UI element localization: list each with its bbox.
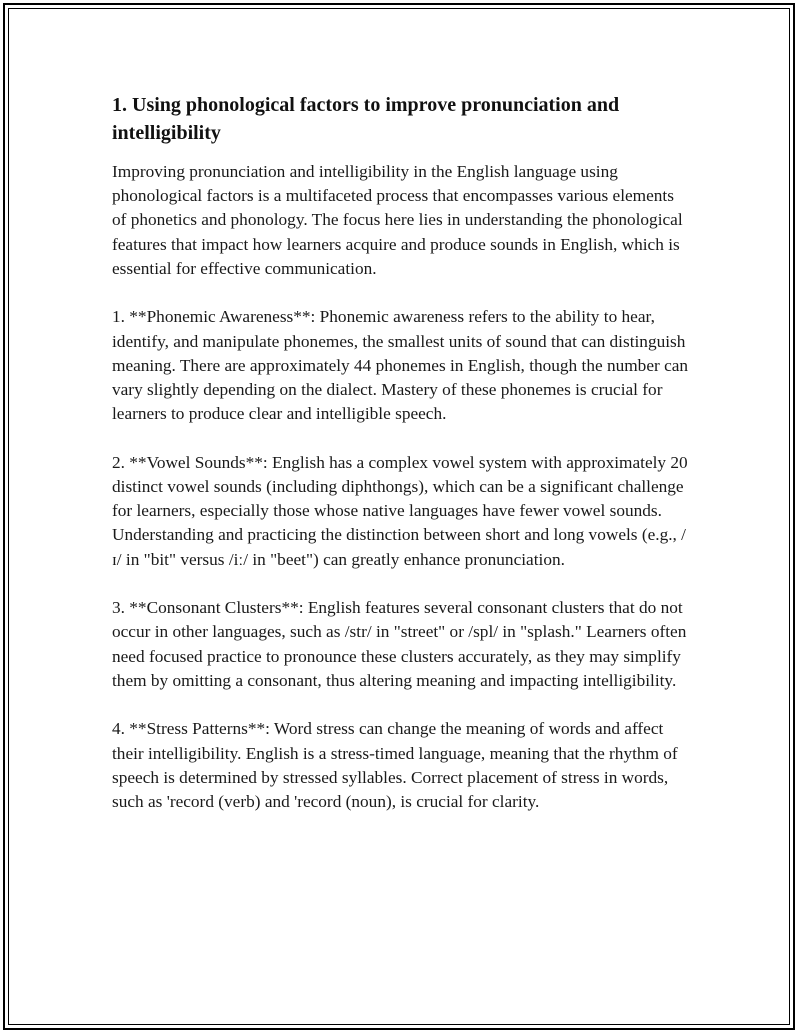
vowel-sounds-paragraph: 2. **Vowel Sounds**: English has a complex vowel system with approximately 20 distinct vowel sounds (including diphthongs), which can be a significant challenge for learners, especially those whose native languages have fewer vowel sounds. Understanding and practicing the distinction between short and long vowels (e.g., /ɪ/ in "bit" versus /iː/ in "beet") can greatly enhance pronunciation.: [112, 452, 688, 569]
consonant-clusters-paragraph: 3. **Consonant Clusters**: English features several consonant clusters that do not occur in other languages, such as /str/ in "street" or /spl/ in "splash." Learners often need focused practice to pronounce these clusters accurately, as they may simplify them by omitting a consonant, thus altering meaning and impacting intelligibility.: [112, 598, 687, 690]
section-heading: 1. Using phonological factors to improve pronunciation and intelligibility: [112, 94, 620, 144]
document-body: [112, 91, 692, 839]
stress-patterns-paragraph: 4. **Stress Patterns**: Word stress can change the meaning of words and affect their intelligibility. English is a stress-timed language, meaning that the rhythm of speech is determined by stressed syllables. Correct placement of stress in words, such as 'record (verb) and 'record (noun), is crucial for clarity.: [112, 719, 678, 812]
phonemic-awareness-paragraph: 1. **Phonemic Awareness**: Phonemic awareness refers to the ability to hear, identify, and manipulate phonemes, the smallest units of sound that can distinguish meaning. There are approximately 44 phonemes in English, though the number can vary slightly depending on the dialect. Mastery of these phonemes is crucial for learners to produce clear and intelligible speech.: [112, 307, 689, 424]
intro-paragraph: Improving pronunciation and intelligibility in the English language using phonological factors is a multifaceted process that encompasses various elements of phonetics and phonology. The focus here lies in understanding the phonological features that impact how learners acquire and produce sounds in English, which is essential for effective communication.: [112, 162, 683, 278]
